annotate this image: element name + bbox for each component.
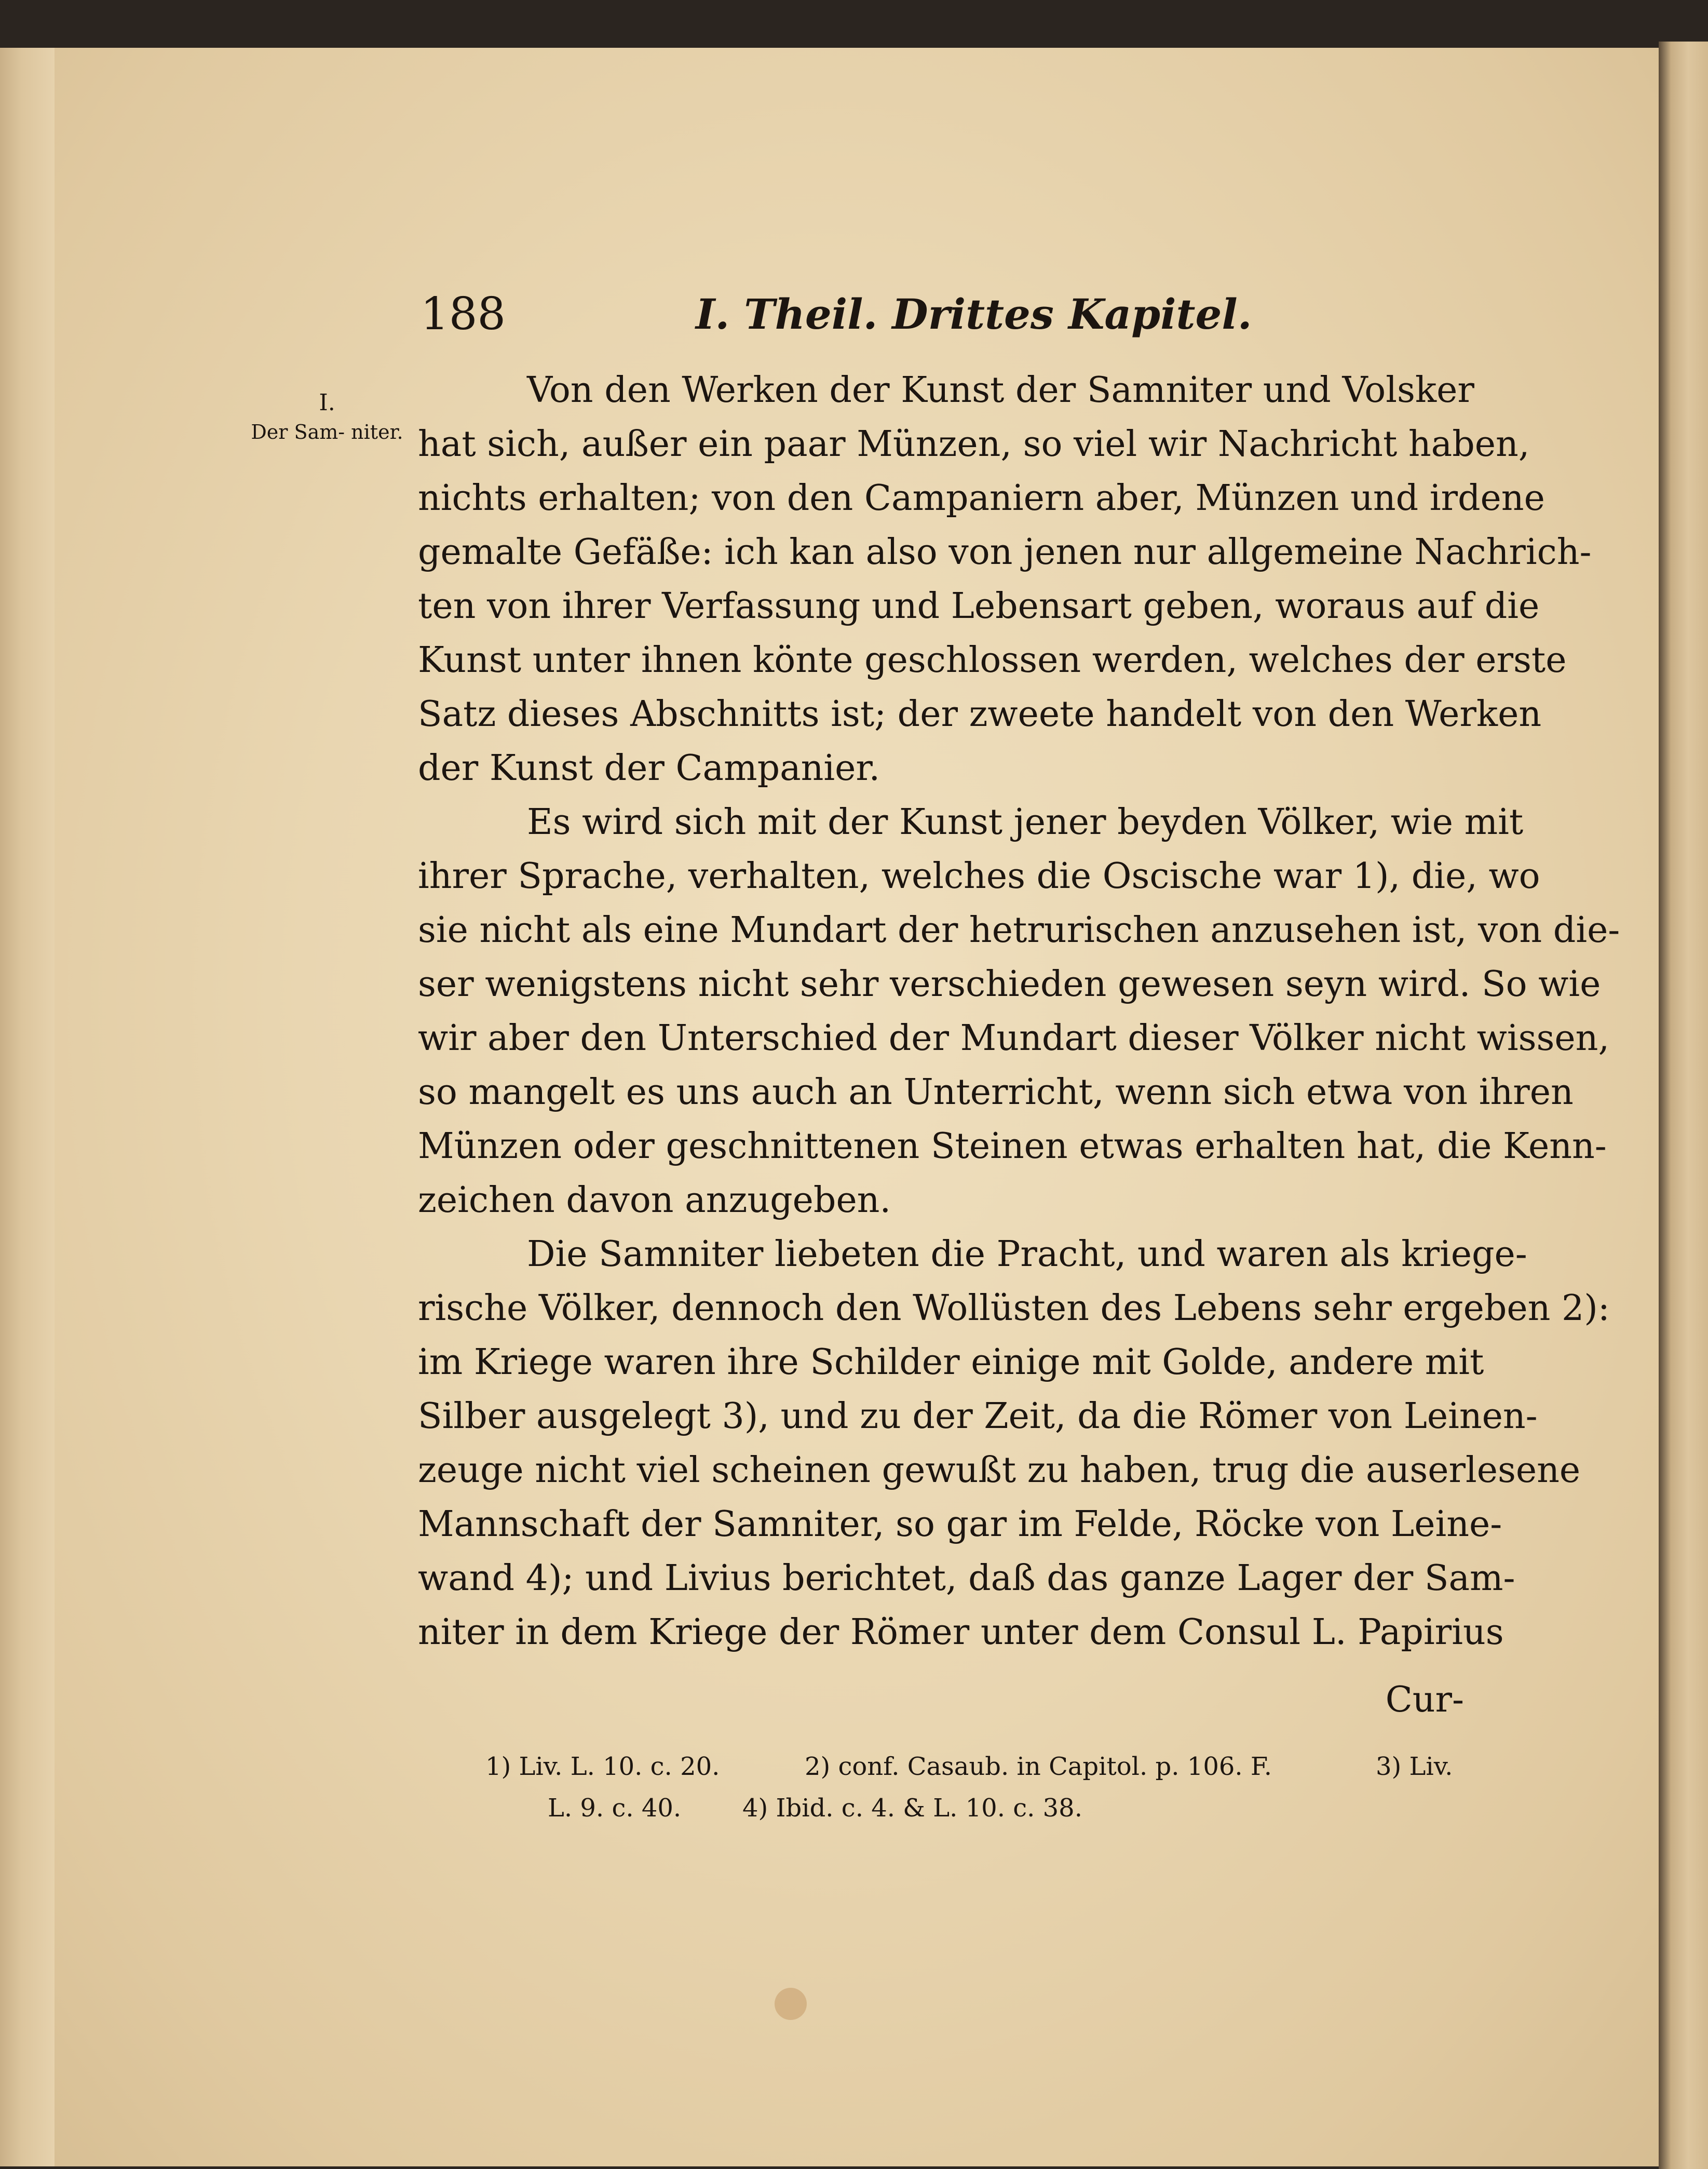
chapter-heading: I. Theil. Drittes Kapitel.: [696, 290, 1252, 339]
text-line: zeichen davon anzugeben.: [418, 1180, 891, 1221]
catchword: Cur-: [1385, 1679, 1464, 1720]
text-line: gemalte Gefäße: ich kan also von jenen nur allgemeine Nachrich-: [418, 532, 1592, 573]
margin-note-number: I.: [319, 389, 335, 416]
margin-note: [249, 388, 405, 447]
text-line: so mangelt es uns auch an Unterricht, wenn sich etwa von ihren: [418, 1072, 1574, 1113]
paper-stain: [775, 1988, 807, 2020]
text-line: ten von ihrer Verfassung und Lebensart geben, woraus auf die: [418, 586, 1540, 627]
text-line: im Kriege waren ihre Schilder einige mit Golde, andere mit: [418, 1342, 1484, 1383]
facing-page-edge: [1659, 42, 1708, 2169]
text-line: Münzen oder geschnittenen Steinen etwas erhalten hat, die Kenn-: [418, 1126, 1607, 1167]
text-line: ser wenigstens nicht sehr verschieden gewesen seyn wird. So wie: [418, 964, 1601, 1005]
page-number: 188: [421, 288, 506, 340]
body-text: [418, 363, 1620, 1660]
text-line: Silber ausgelegt 3), und zu der Zeit, da die Römer von Leinen-: [418, 1396, 1538, 1437]
text-line: nichts erhalten; von den Campaniern aber, Münzen und irdene: [418, 478, 1545, 519]
text-line: Satz dieses Abschnitts ist; der zweete handelt von den Werken: [418, 694, 1542, 735]
text-line: der Kunst der Campanier.: [418, 748, 880, 789]
text-line: zeuge nicht viel scheinen gewußt zu haben, trug die auserlesene: [418, 1450, 1581, 1491]
text-line: wand 4); und Livius berichtet, daß das ganze Lager der Sam-: [418, 1558, 1515, 1599]
footnote-line: [485, 1787, 1467, 1829]
text-line: hat sich, außer ein paar Münzen, so viel wir Nachricht haben,: [418, 424, 1530, 465]
text-line: Kunst unter ihnen könte geschlossen werden, welches der erste: [418, 640, 1567, 681]
footnote-line: [485, 1746, 1467, 1787]
text-line: Mannschaft der Samniter, so gar im Felde, Röcke von Leine-: [418, 1504, 1502, 1545]
text-line: ihrer Sprache, verhalten, welches die Oscische war 1), die, wo: [418, 856, 1540, 897]
footnote-4: 4) Ibid. c. 4. & L. 10. c. 38.: [742, 1794, 1082, 1823]
footnote-1: 1) Liv. L. 10. c. 20.: [485, 1752, 720, 1781]
footnote-3-continued: L. 9. c. 40.: [548, 1794, 682, 1823]
text-line: rische Völker, dennoch den Wollüsten des Lebens sehr ergeben 2):: [418, 1288, 1610, 1329]
footnote-3: 3) Liv.: [1376, 1752, 1453, 1781]
text-line: niter in dem Kriege der Römer unter dem Consul L. Papirius: [418, 1612, 1504, 1653]
text-line: sie nicht als eine Mundart der hetrurischen anzusehen ist, von die-: [418, 910, 1620, 951]
margin-note-text: Der Sam- niter.: [251, 421, 403, 443]
page-gutter-edge: [0, 48, 55, 2166]
footnote-2: 2) conf. Casaub. in Capitol. p. 106. F.: [805, 1752, 1272, 1781]
running-head: [421, 286, 1469, 343]
text-line: Es wird sich mit der Kunst jener beyden Völker, wie mit: [527, 802, 1524, 843]
text-line: wir aber den Unterschied der Mundart dieser Völker nicht wissen,: [418, 1018, 1610, 1059]
text-line: Von den Werken der Kunst der Samniter und Volsker: [527, 370, 1474, 411]
text-line: Die Samniter liebeten die Pracht, und waren als kriege-: [527, 1234, 1527, 1275]
footnotes: [485, 1746, 1467, 1829]
